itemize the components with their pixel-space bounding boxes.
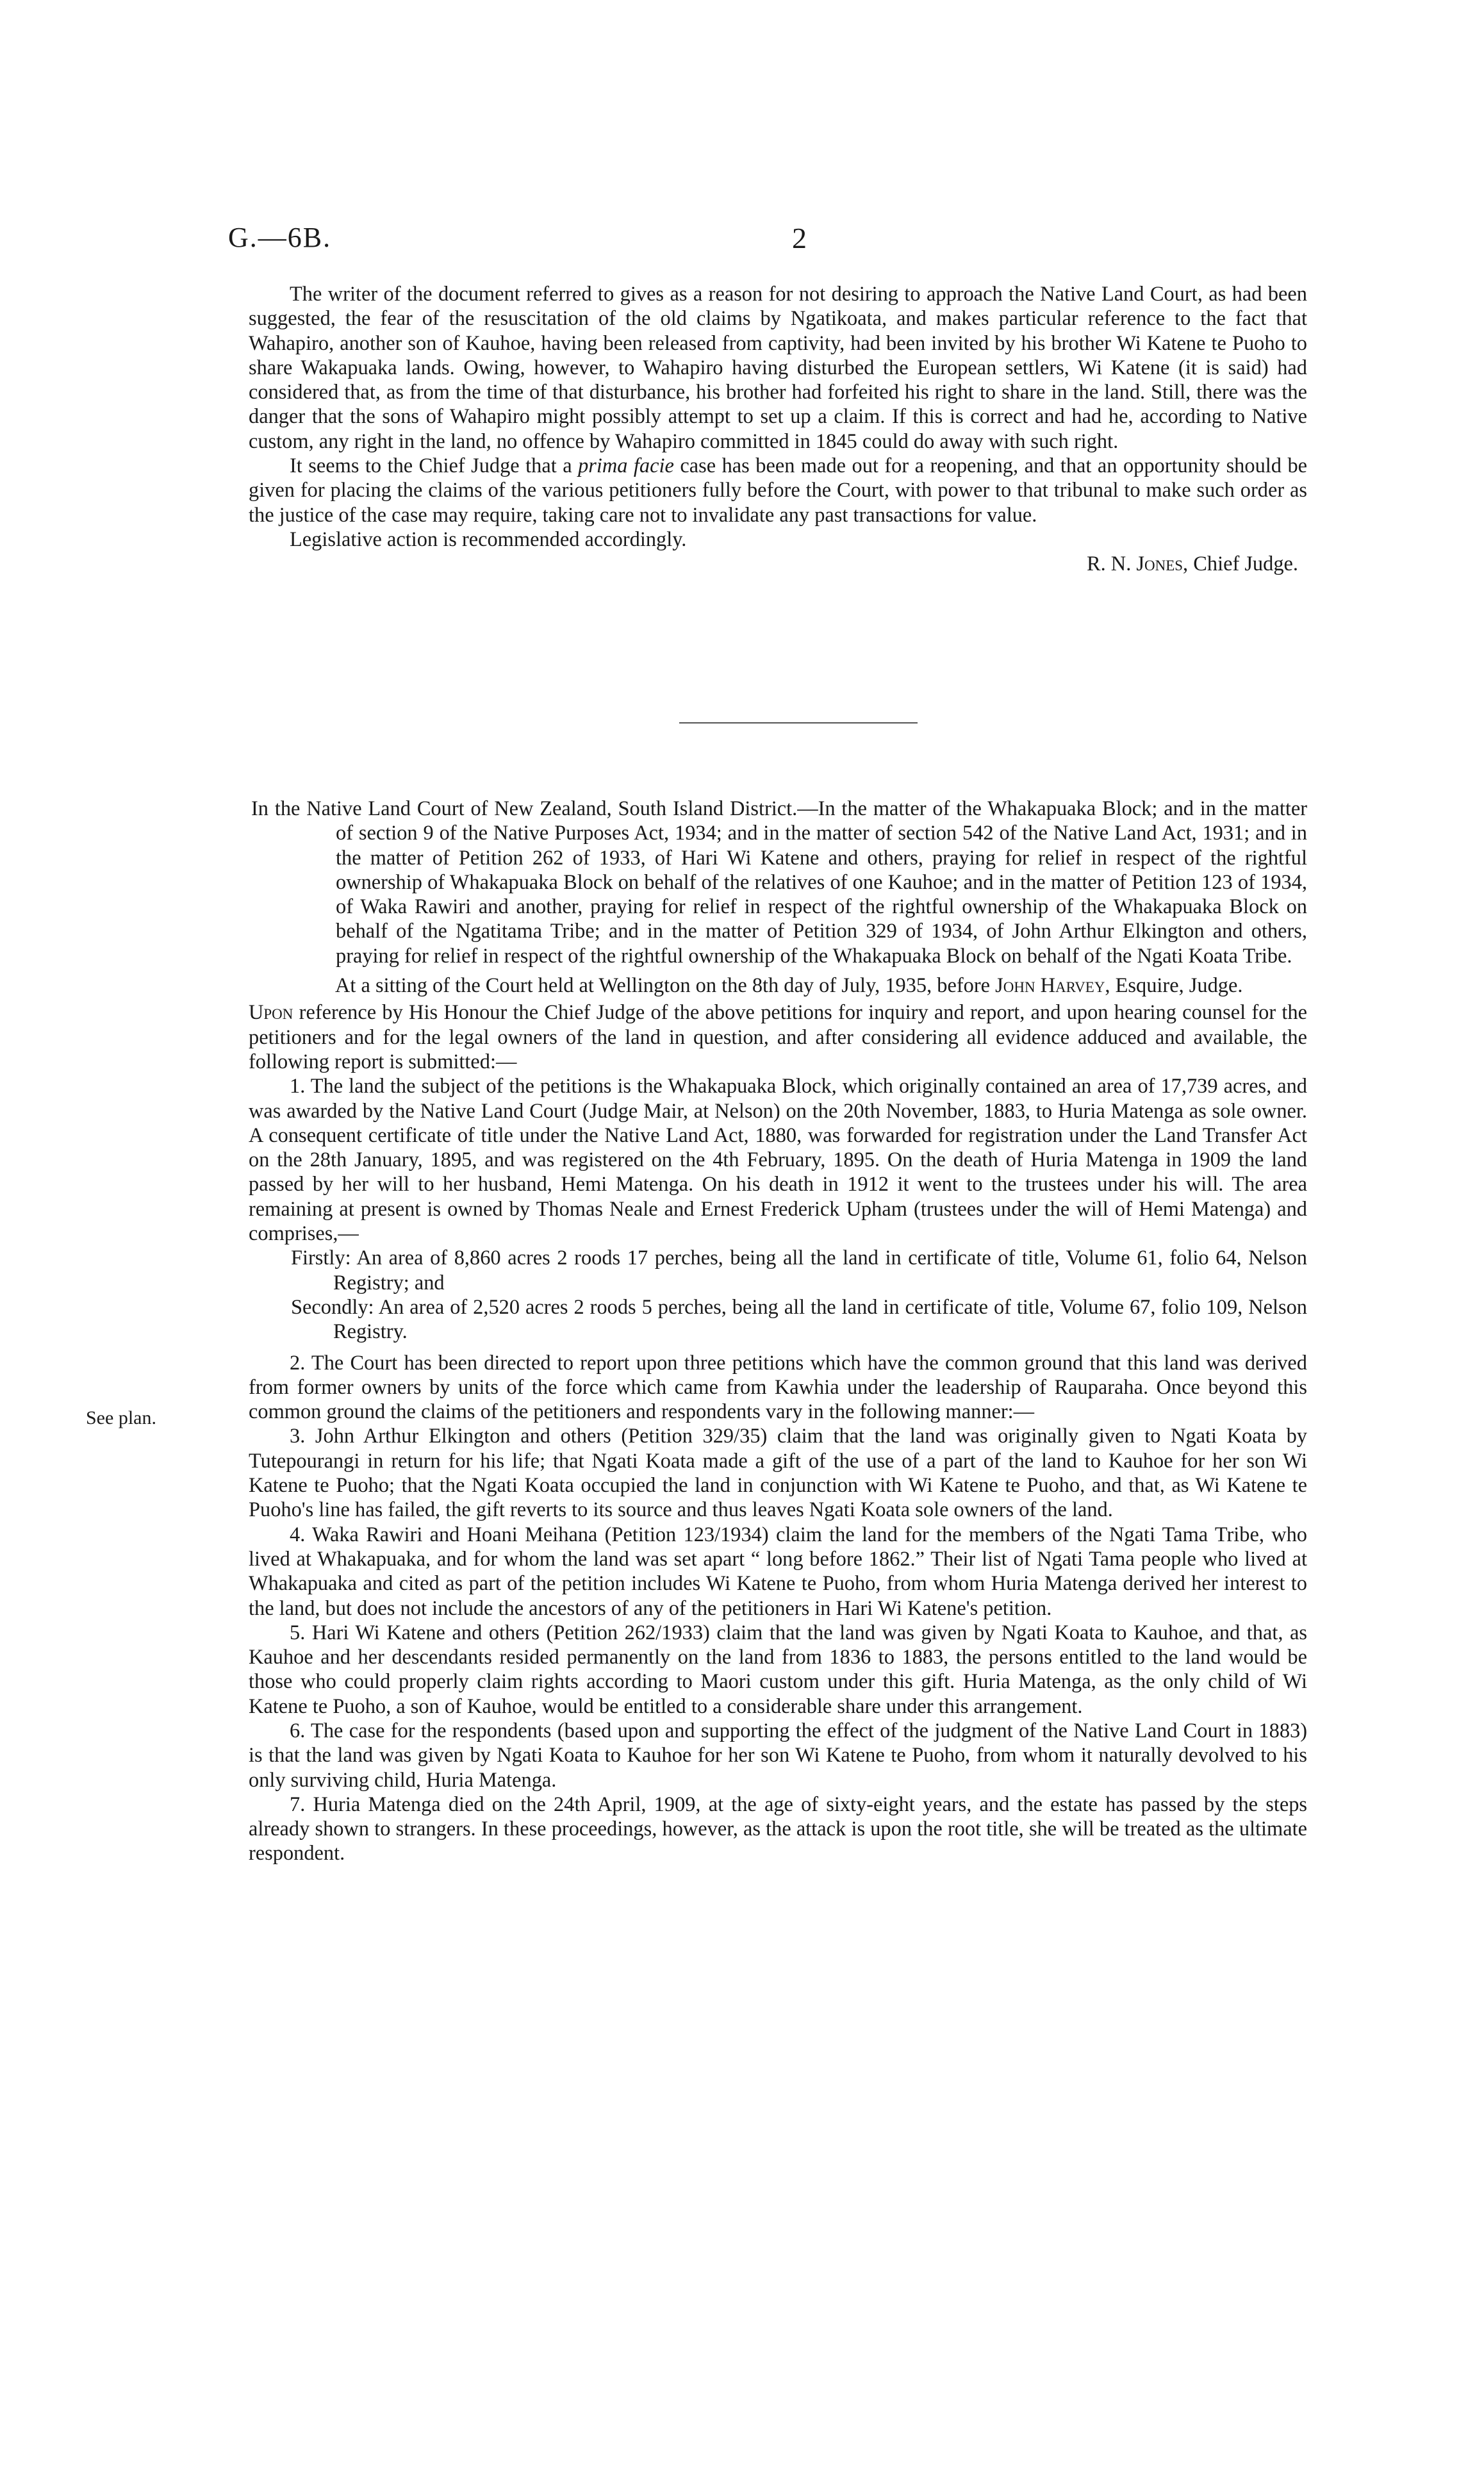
margin-note-see-plan: See plan.	[86, 1407, 156, 1428]
paragraph-4: 4. Waka Rawiri and Hoani Meihana (Petition 123/1934) claim the land for the members of the Ngati Tama Tribe, who lived at Whakapuaka, and for whom the land was set apart “ long before 1862.” Their list of Ngati Tama people who lived at Whakapuaka and cited as part of the petition includes Wi Katene te Puoho, from whom Huria Matenga derived her interest to the land, but does not include the ancestors of any of the petitioners in Hari Wi Katene's petition.	[249, 1523, 1307, 1620]
intro-text: reference by His Honour the Chief Judge of the above petitions for inquiry and report, and upon hearing counsel for the petitioners and for the legal owners of the land in question, and after considering all evidence adduced and available, the following report is submitted:—	[249, 1001, 1307, 1073]
paragraph-5: 5. Hari Wi Katene and others (Petition 262/1933) claim that the land was given by Ngati Koata to Kauhoe, and that, as Kauhoe and her descendants resided permanently on the land from 1836 to 1883, the persons entitled to the land would be those who could properly claim rights according to Maori custom under this gift. Huria Matenga, as the only child of Wi Katene te Puoho, a son of Kauhoe, would be entitled to a considerable share under this arrangement.	[249, 1621, 1307, 1718]
document-reference: G.—6B.	[228, 222, 332, 253]
report-paragraph-3: Legislative action is recommended accordingly.	[290, 527, 687, 551]
court-intro	[249, 1000, 1307, 1074]
page-number: 2	[792, 222, 807, 254]
intro-first-word: Upon	[249, 1001, 293, 1025]
paragraph-7: 7. Huria Matenga died on the 24th April, 1909, at the age of sixty-eight years, and the estate has passed by the steps already shown to strangers. In these proceedings, however, as the attack is upon the root title, she will be treated as the ultimate respondent.	[249, 1792, 1307, 1865]
page-header	[228, 221, 1305, 260]
sitting-suffix: Esquire, Judge.	[1110, 974, 1243, 998]
paragraph-1: 1. The land the subject of the petitions is the Whakapuaka Block, which originally contained an area of 17,739 acres, and was awarded by the Native Land Court (Judge Mair, at Nelson) on the 20th November, 1883, to Huria Matenga as sole owner. A consequent certificate of title under the Native Land Act, 1880, was forwarded for registration under the Land Transfer Act on the 28th January, 1895, and was registered on the 4th February, 1895. On the death of Huria Matenga in 1909 the land passed by her will to her husband, Hemi Matenga. On his death in 1912 it went to the trustees under his will. The area remaining at present is owned by Thomas Neale and Ernest Frederick Upham (trustees under the will of Hemi Matenga) and comprises,—	[249, 1075, 1307, 1246]
court-record-title: In the Native Land Court of New Zealand, South Island District.—In the matter of the Whakapuaka Block; and in the matter of section 9 of the Native Purposes Act, 1934; and in the matter of section 542 of the Native Land Act, 1931; and in the matter of Petition 262 of 1933, of Hari Wi Katene and others, praying for relief in respect of the rightful ownership of Whakapuaka Block on behalf of the relatives of one Kauhoe; and in the matter of Petition 123 of 1934, of Waka Rawiri and another, praying for relief in respect of the rightful ownership of the Whakapuaka Block on behalf of the Ngatitama Tribe; and in the matter of Petition 329 of 1934, of John Arthur Elkington and others, praying for relief in respect of the rightful ownership of the Whakapuaka Block on behalf of the Ngati Koata Tribe.	[251, 797, 1307, 968]
paragraph-3: 3. John Arthur Elkington and others (Petition 329/35) claim that the land was originally given to Ngati Koata by Tutepourangi in return for his life; that Ngati Koata made a gift of the use of a part of the land to Kauhoe for her son Wi Katene te Puoho; that the Ngati Koata occupied the land in conjunction with Wi Katene te Puoho, and that, as Wi Katene te Puoho's line has failed, the gift reverts to its source and thus leaves Ngati Koata sole owners of the land.	[249, 1425, 1307, 1522]
chief-judge-report	[249, 282, 1307, 577]
section-divider	[679, 722, 918, 724]
land-secondly: Secondly: An area of 2,520 acres 2 roods 5 perches, being all the land in certificate of title, Volume 67, folio 109, Nelson Registry.	[291, 1295, 1307, 1344]
signature	[249, 552, 1307, 576]
report-paragraph-2-start: It seems to the Chief Judge that a	[290, 454, 579, 478]
signature-name: R. N. Jones,	[1087, 552, 1189, 576]
sitting-judge: John Harvey,	[995, 974, 1110, 998]
prima-facie-italic: prima facie	[578, 454, 674, 478]
sitting-text: At a sitting of the Court held at Wellington on the 8th day of July, 1935, before	[335, 974, 996, 998]
paragraph-6: 6. The case for the respondents (based upon and supporting the effect of the judgment of the Native Land Court in 1883) is that the land was given by Ngati Koata to Kauhoe for her son Wi Katene te Puoho, from whom it naturally devolved to his only surviving child, Huria Matenga.	[249, 1719, 1307, 1792]
report-paragraph-2	[249, 454, 1307, 527]
court-record	[249, 797, 1307, 1866]
land-firstly: Firstly: An area of 8,860 acres 2 roods 17 perches, being all the land in certificate of title, Volume 61, folio 64, Nelson Registry; and	[291, 1246, 1307, 1294]
report-paragraph-1: The writer of the document referred to gives as a reason for not desiring to approach the Native Land Court, as had been suggested, the fear of the resuscitation of the old claims by Ngatikoata, and makes particular reference to the fact that Wahapiro, another son of Kauhoe, having been released from captivity, had been invited by his brother Wi Katene te Puoho to share Wakapuaka lands. Owing, however, to Wahapiro having disturbed the European settlers, Wi Katene (it is said) had considered that, as from the time of that disturbance, his brother had forfeited his right to share in the land. Still, there was the danger that the sons of Wahapiro might possibly attempt to set up a claim. If this is correct and had he, according to Native custom, any right in the land, no offence by Wahapiro committed in 1845 could do away with such right.	[249, 283, 1307, 453]
report-paragraph-2-end: case has been made out for a reopening, and that an opportunity should be given for placing the claims of the various petitioners fully before the Court, with power to that tribunal to make such order as the justice of the case may require, taking care not to invalidate any past transactions for value.	[249, 454, 1308, 527]
court-sitting	[293, 973, 1307, 998]
paragraph-2: 2. The Court has been directed to report upon three petitions which have the common ground that this land was derived from former owners by units of the force which came from Kawhia under the leadership of Rauparaha. Once beyond this common ground the claims of the petitioners and respondents vary in the following manner:—	[249, 1351, 1307, 1424]
signature-title: Chief Judge.	[1193, 552, 1298, 576]
